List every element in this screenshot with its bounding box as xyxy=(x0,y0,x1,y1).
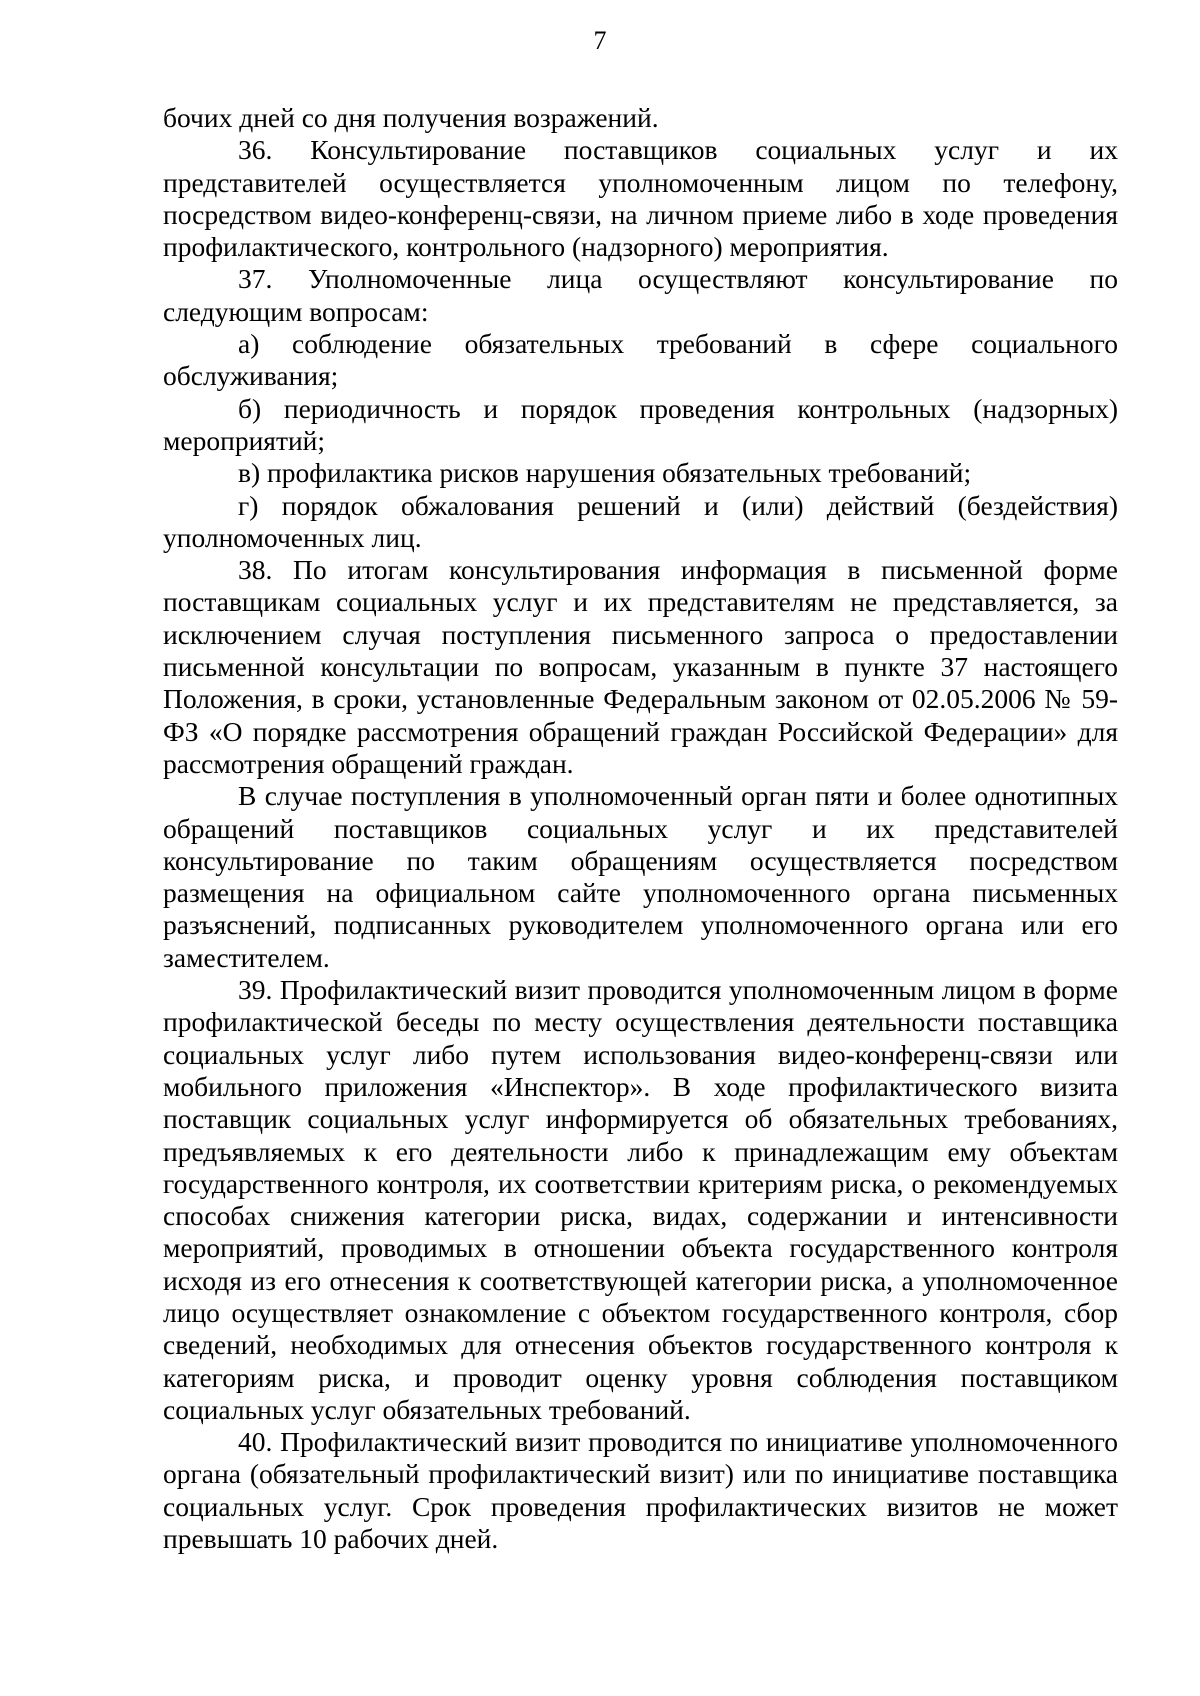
paragraph-37-item-b: б) периодичность и порядок проведения контрольных (надзорных) мероприятий; xyxy=(163,392,1118,456)
paragraph-38: 38. По итогам консультирования информация в письменной форме поставщикам социальных услуг и их представителям не представляется, за исключением случая поступления письменного запроса о предоставлении письменной консультации по вопросам, указанным в пункте 37 настоящего Положения, в сроки, установленные Федеральным законом от 02.05.2006 № 59-ФЗ «О порядке рассмотрения обращений граждан Российской Федерации» для рассмотрения обращений граждан. xyxy=(163,554,1118,779)
paragraph-37: 37. Уполномоченные лица осуществляют консультирование по следующим вопросам: xyxy=(163,263,1118,327)
paragraph-39: 39. Профилактический визит проводится уполномоченным лицом в форме профилактической беседы по месту осуществления деятельности поставщика социальных услуг либо путем использования видео-конференц-связи или мобильного приложения «Инспектор». В ходе профилактического визита поставщик социальных услуг информируется об обязательных требованиях, предъявляемых к его деятельности либо к принадлежащим ему объектам государственного контроля, их соответствии критериям риска, о рекомендуемых способах снижения категории риска, видах, содержании и интенсивности мероприятий, проводимых в отношении объекта государственного контроля исходя из его отнесения к соответствующей категории риска, а уполномоченное лицо осуществляет ознакомление с объектом государственного контроля, сбор сведений, необходимых для отнесения объектов государственного контроля к категориям риска, и проводит оценку уровня соблюдения поставщиком социальных услуг обязательных требований. xyxy=(163,974,1118,1425)
paragraph-40: 40. Профилактический визит проводится по инициативе уполномоченного органа (обязательный профилактический визит) или по инициативе поставщика социальных услуг. Срок проведения профилактических визитов не может превышать 10 рабочих дней. xyxy=(163,1426,1118,1555)
paragraph-36: 36. Консультирование поставщиков социальных услуг и их представителей осуществляется уполномоченным лицом по телефону, посредством видео-конференц-связи, на личном приеме либо в ходе проведения профилактического, контрольного (надзорного) мероприятия. xyxy=(163,134,1118,263)
paragraph-38-continued: В случае поступления в уполномоченный орган пяти и более однотипных обращений поставщиков социальных услуг и их представителей консультирование по таким обращениям осуществляется посредством размещения на официальном сайте уполномоченного органа письменных разъяснений, подписанных руководителем уполномоченного органа или его заместителем. xyxy=(163,780,1118,973)
document-body xyxy=(163,102,1118,1555)
paragraph-37-item-c: в) профилактика рисков нарушения обязательных требований; xyxy=(238,457,972,489)
paragraph-37-item-a: а) соблюдение обязательных требований в сфере социального обслуживания; xyxy=(163,328,1118,392)
page-number: 7 xyxy=(593,26,607,55)
paragraph-continuation: бочих дней со дня получения возражений. xyxy=(163,102,659,133)
paragraph-37-item-d: г) порядок обжалования решений и (или) действий (бездействия) уполномоченных лиц. xyxy=(163,489,1118,553)
